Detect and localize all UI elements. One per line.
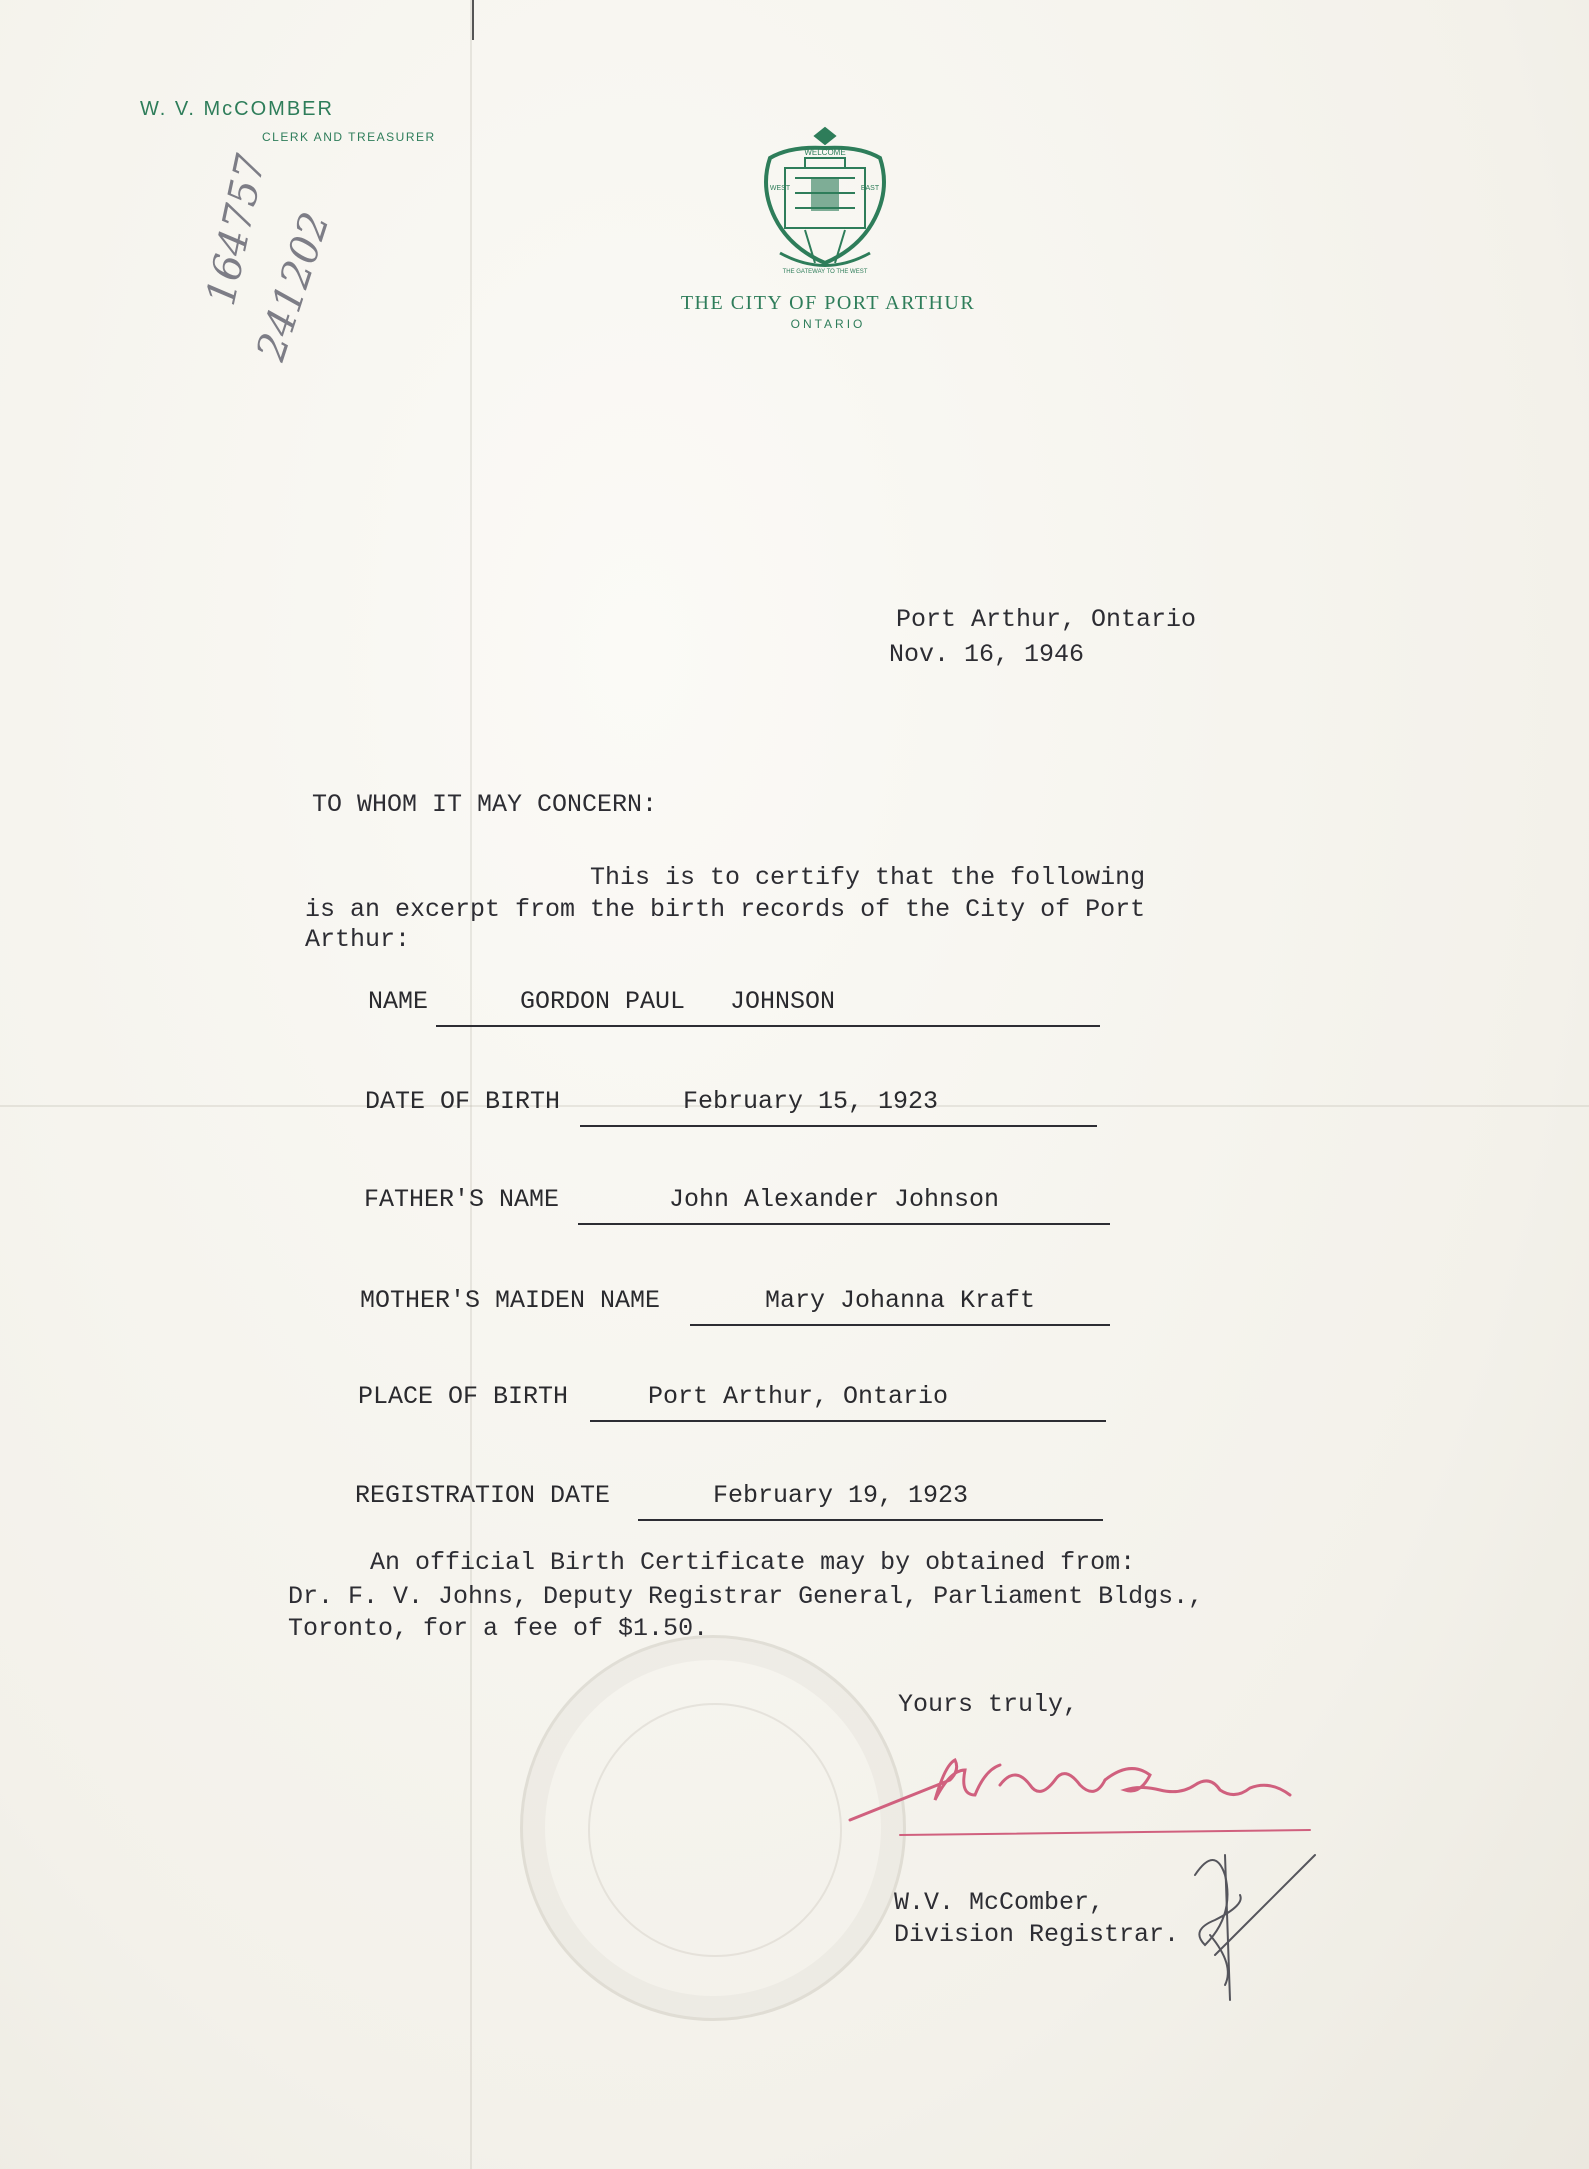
field-label: REGISTRATION DATE (355, 1481, 611, 1510)
intro-line: Arthur: (305, 925, 411, 954)
tear-mark (472, 0, 474, 40)
letter-date: Nov. 16, 1946 (889, 640, 1085, 669)
field-value: February 15, 1923 (683, 1087, 939, 1116)
city-crest-icon (750, 118, 900, 283)
underline (578, 1223, 1110, 1225)
city-name: THE CITY OF PORT ARTHUR (680, 292, 976, 314)
intro-line: This is to certify that the following (590, 863, 1146, 892)
field-registration-date (355, 1481, 1103, 1521)
field-label: MOTHER'S MAIDEN NAME (360, 1286, 661, 1315)
field-name (368, 987, 1100, 1027)
field-value: February 19, 1923 (713, 1481, 969, 1510)
pencil-initials-icon (1185, 1835, 1325, 2005)
notice-line: Dr. F. V. Johns, Deputy Registrar General, Parliament Bldgs., (288, 1582, 1204, 1611)
field-label: NAME (368, 987, 429, 1016)
field-label: FATHER'S NAME (364, 1185, 560, 1214)
crest-west: WEST (769, 185, 791, 192)
field-date-of-birth (365, 1087, 1097, 1127)
pencil-note: 241202 (248, 206, 339, 367)
field-value: GORDON PAUL JOHNSON (520, 987, 836, 1016)
field-value: John Alexander Johnson (669, 1185, 1000, 1214)
signatory-title: Division Registrar. (894, 1920, 1180, 1949)
underline (590, 1420, 1106, 1422)
underline (638, 1519, 1103, 1521)
underline (690, 1324, 1110, 1326)
closing: Yours truly, (898, 1690, 1079, 1719)
field-fathers-name (364, 1185, 1110, 1225)
notice-line: Toronto, for a fee of $1.50. (288, 1614, 709, 1643)
letterhead-title: CLERK AND TREASURER (262, 130, 436, 144)
salutation: TO WHOM IT MAY CONCERN: (312, 790, 658, 819)
notice-line: An official Birth Certificate may by obtained from: (370, 1548, 1136, 1577)
field-mothers-maiden-name (360, 1286, 1110, 1326)
intro-line: is an excerpt from the birth records of the City of Port (305, 895, 1146, 924)
pencil-note: 164757 (198, 150, 275, 310)
field-value: Mary Johanna Kraft (765, 1286, 1036, 1315)
field-place-of-birth (358, 1382, 1106, 1422)
letter-place: Port Arthur, Ontario (896, 605, 1197, 634)
field-label: PLACE OF BIRTH (358, 1382, 569, 1411)
crest-motto: THE GATEWAY TO THE WEST (782, 269, 868, 275)
province-name: ONTARIO (790, 317, 866, 331)
letterhead-name: W. V. McCOMBER (140, 98, 334, 120)
field-label: DATE OF BIRTH (365, 1087, 561, 1116)
fold-crease-vertical (470, 0, 472, 2169)
crest-welcome: WELCOME (804, 148, 846, 157)
underline (580, 1125, 1097, 1127)
crest-east: EAST (860, 185, 880, 192)
signatory-name: W.V. McComber, (894, 1888, 1105, 1917)
seal-inner-ring (588, 1703, 842, 1957)
underline (436, 1025, 1100, 1027)
field-value: Port Arthur, Ontario (648, 1382, 949, 1411)
